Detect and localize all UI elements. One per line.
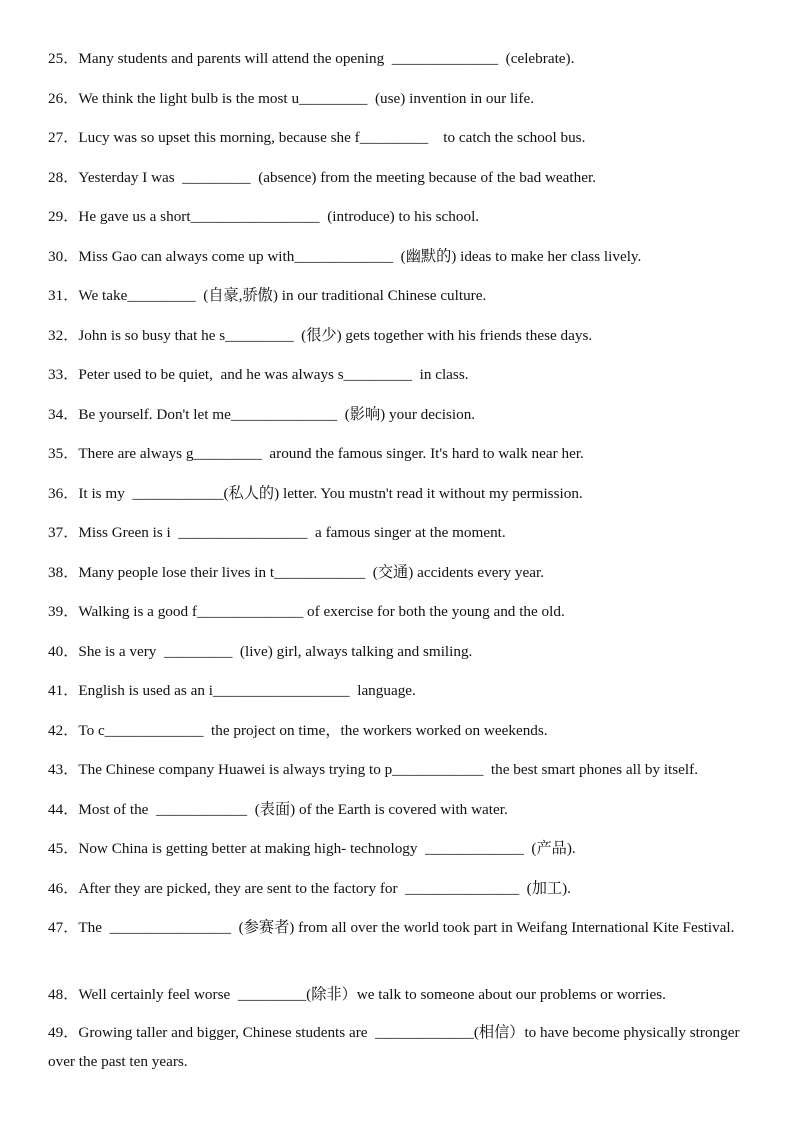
question-26 (48, 84, 748, 113)
question-number: 40． (48, 643, 79, 660)
question-35 (48, 439, 748, 468)
question-text: Miss Green is i _________________ a famous singer at the moment. (78, 524, 506, 541)
question-text: He gave us a short_________________ (introduce) to his school. (78, 208, 480, 225)
question-number: 39． (48, 603, 79, 620)
question-45 (48, 834, 748, 863)
question-34 (48, 400, 748, 429)
question-number: 27． (48, 129, 79, 146)
question-number: 31． (48, 287, 79, 304)
question-number: 38． (48, 564, 79, 581)
question-43 (48, 755, 748, 784)
question-44 (48, 795, 748, 824)
question-39 (48, 597, 748, 626)
question-46 (48, 874, 748, 903)
question-37 (48, 518, 748, 547)
question-41 (48, 676, 748, 705)
question-28 (48, 163, 748, 192)
question-text: Yesterday I was _________ (absence) from the meeting because of the bad weather. (78, 169, 596, 186)
question-text: There are always g_________ around the famous singer. It's hard to walk near her. (78, 445, 584, 462)
question-number: 44． (48, 801, 79, 818)
question-31 (48, 281, 748, 310)
question-text: Lucy was so upset this morning, because she f_________ to catch the school bus. (78, 129, 586, 146)
question-30 (48, 242, 748, 271)
question-number: 36． (48, 485, 79, 502)
question-text: It is my ____________(私人的) letter. You mustn't read it without my permission. (78, 485, 583, 502)
question-number: 45． (48, 840, 79, 857)
question-number: 49． (48, 1024, 79, 1041)
question-47 (48, 913, 748, 942)
question-48 (48, 980, 748, 1009)
question-36 (48, 479, 748, 508)
question-25 (48, 44, 748, 73)
question-49 (48, 1018, 748, 1076)
question-29 (48, 202, 748, 231)
question-text: Many people lose their lives in t____________ (交通) accidents every year. (78, 564, 545, 581)
question-text: John is so busy that he s_________ (很少) gets together with his friends these days. (78, 327, 593, 344)
question-number: 43． (48, 761, 79, 778)
question-number: 26． (48, 90, 79, 107)
question-text: Most of the ____________ (表面) of the Earth is covered with water. (78, 801, 508, 818)
question-text: Well certainly feel worse _________(除非）we talk to someone about our problems or worries. (78, 986, 666, 1003)
question-number: 48． (48, 986, 79, 1003)
question-number: 29． (48, 208, 79, 225)
question-32 (48, 321, 748, 350)
question-text: English is used as an i__________________ language. (78, 682, 416, 699)
question-text: Miss Gao can always come up with_____________ (幽默的) ideas to make her class lively. (78, 248, 642, 265)
question-text: To c_____________ the project on time，the workers worked on weekends. (78, 722, 548, 739)
question-text: Growing taller and bigger, Chinese students are _____________(相信）to have become physically stronger over the past ten years. (48, 1024, 744, 1070)
question-number: 47． (48, 919, 79, 936)
question-number: 25． (48, 50, 79, 67)
question-text: Now China is getting better at making high- technology _____________ (产品). (78, 840, 576, 857)
question-number: 33． (48, 366, 79, 383)
question-number: 32． (48, 327, 79, 344)
question-text: The ________________ (参赛者) from all over the world took part in Weifang International Kite Festival. (78, 919, 735, 936)
question-number: 41． (48, 682, 79, 699)
question-number: 30． (48, 248, 79, 265)
question-text: The Chinese company Huawei is always trying to p____________ the best smart phones all by itself. (78, 761, 698, 778)
question-text: She is a very _________ (live) girl, always talking and smiling. (78, 643, 473, 660)
question-text: We think the light bulb is the most u_________ (use) invention in our life. (78, 90, 534, 107)
question-42 (48, 716, 748, 745)
question-38 (48, 558, 748, 587)
question-text: Be yourself. Don't let me______________ (影响) your decision. (78, 406, 476, 423)
question-text: Peter used to be quiet, and he was always s_________ in class. (78, 366, 469, 383)
question-number: 28． (48, 169, 79, 186)
question-number: 42． (48, 722, 79, 739)
question-text: Walking is a good f______________ of exercise for both the young and the old. (78, 603, 565, 620)
question-number: 46． (48, 880, 79, 897)
question-33 (48, 360, 748, 389)
question-text: Many students and parents will attend the opening ______________ (celebrate). (78, 50, 575, 67)
question-27 (48, 123, 748, 152)
question-text: After they are picked, they are sent to the factory for _______________ (加工). (78, 880, 571, 897)
question-40 (48, 637, 748, 666)
question-number: 34． (48, 406, 79, 423)
question-number: 35． (48, 445, 79, 462)
question-number: 37． (48, 524, 79, 541)
question-text: We take_________ (自豪,骄傲) in our traditional Chinese culture. (78, 287, 487, 304)
